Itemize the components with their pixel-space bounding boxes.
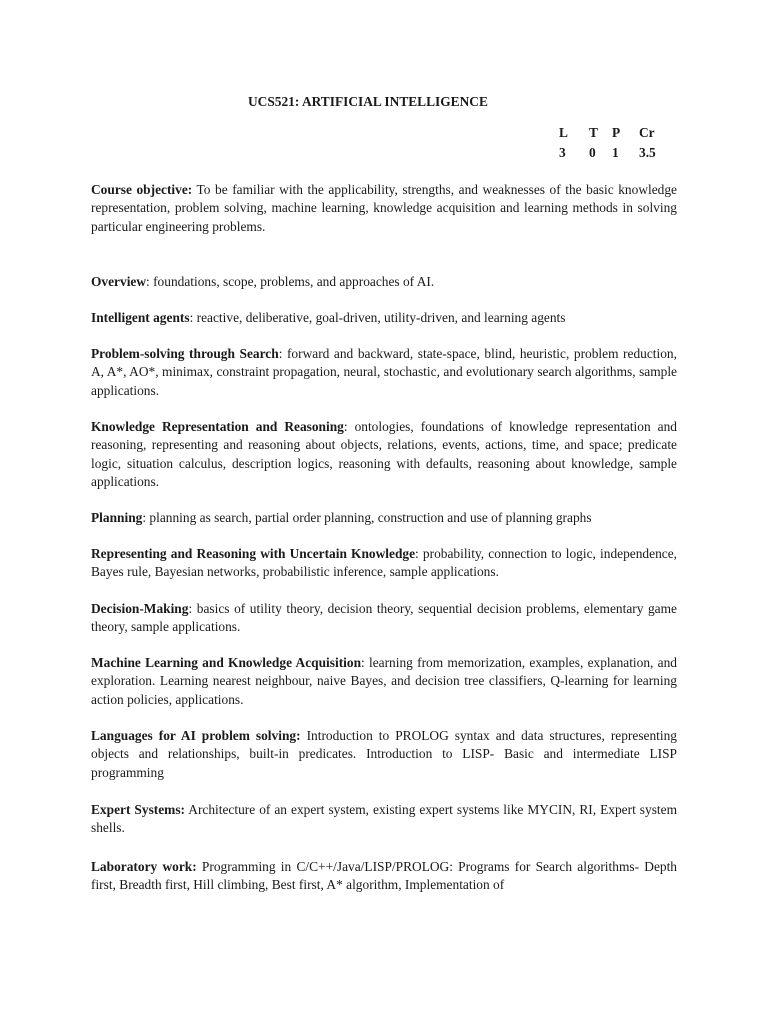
section-text: : ontologies, foundations of knowledge representation and reasoning, representing and reasoning about objects, relations, events, actions, time, and space; predicate logic, situation calculus, description logics, reasoning with defaults, reasoning about knowledge, sample applications.: [91, 419, 677, 489]
section-text: : reactive, deliberative, goal-driven, utility-driven, and learning agents: [189, 310, 566, 325]
intelligent-agents-paragraph: [91, 309, 677, 327]
section-text: : basics of utility theory, decision theory, sequential decision problems, elementary game theory, sample applications.: [91, 601, 677, 635]
course-objective-paragraph: [91, 181, 677, 236]
section-heading: Intelligent agents: [91, 310, 190, 325]
credits-value-t: 0: [589, 145, 596, 160]
section-text: : planning as search, partial order planning, construction and use of planning graphs: [142, 510, 592, 525]
laboratory-work-paragraph: [91, 858, 677, 895]
section-text: : foundations, scope, problems, and approaches of AI.: [146, 274, 435, 289]
decision-making-paragraph: [91, 600, 677, 637]
expert-systems-paragraph: [91, 801, 677, 838]
section-heading: Languages for AI problem solving:: [91, 728, 301, 743]
section-heading: Decision-Making: [91, 601, 189, 616]
credits-header-p: P: [612, 125, 621, 140]
section-heading: Planning: [91, 510, 143, 525]
uncertain-knowledge-paragraph: [91, 545, 677, 582]
problem-solving-paragraph: [91, 345, 677, 400]
section-heading: Representing and Reasoning with Uncertain Knowledge: [91, 546, 416, 561]
section-text: To be familiar with the applicability, strengths, and weaknesses of the basic knowledge representation, problem solving, machine learning, knowledge acquisition and learning methods in solving particular engineering problems.: [91, 182, 677, 234]
credits-header-l: L: [559, 125, 568, 140]
section-heading: Course objective:: [91, 182, 193, 197]
credits-value-cr: 3.5: [639, 145, 656, 160]
credits-header-row: [559, 123, 669, 143]
section-text: Architecture of an expert system, existing expert systems like MYCIN, RI, Expert system shells.: [91, 802, 677, 836]
section-heading: Knowledge Representation and Reasoning: [91, 419, 344, 434]
course-title: UCS521: ARTIFICIAL INTELLIGENCE: [248, 94, 488, 109]
credits-value-row: [559, 143, 669, 163]
section-text: : probability, connection to logic, independence, Bayes rule, Bayesian networks, probabilistic inference, sample applications.: [91, 546, 677, 580]
section-heading: Overview: [91, 274, 147, 289]
section-heading: Problem-solving through Search: [91, 346, 279, 361]
section-text: Introduction to PROLOG syntax and data structures, representing objects and relationships, built-in predicates. Introduction to LISP- Basic and intermediate LISP programming: [91, 728, 678, 780]
section-text: : learning from memorization, examples, explanation, and exploration. Learning nearest neighbour, naive Bayes, and decision tree classifiers, Q-learning for learning action policies, applications.: [91, 655, 677, 707]
section-heading: Expert Systems:: [91, 802, 186, 817]
credits-value-p: 1: [612, 145, 619, 160]
languages-ai-paragraph: [91, 727, 677, 782]
section-heading: Machine Learning and Knowledge Acquisition: [91, 655, 362, 670]
credits-header-cr: Cr: [639, 125, 655, 140]
section-heading: Laboratory work:: [91, 859, 197, 874]
planning-paragraph: [91, 509, 677, 527]
overview-paragraph: [91, 273, 677, 291]
credits-value-l: 3: [559, 145, 566, 160]
credits-table: [559, 123, 669, 163]
credits-header-t: T: [589, 125, 598, 140]
section-text: : forward and backward, state-space, blind, heuristic, problem reduction, A, A*, AO*, minimax, constraint propagation, neural, stochastic, and evolutionary search algorithms, sample applications.: [91, 346, 677, 398]
knowledge-representation-paragraph: [91, 418, 677, 491]
section-text: Programming in C/C++/Java/LISP/PROLOG: Programs for Search algorithms- Depth first, Breadth first, Hill climbing, Best first, A* algorithm, Implementation of: [91, 859, 678, 893]
machine-learning-paragraph: [91, 654, 677, 709]
